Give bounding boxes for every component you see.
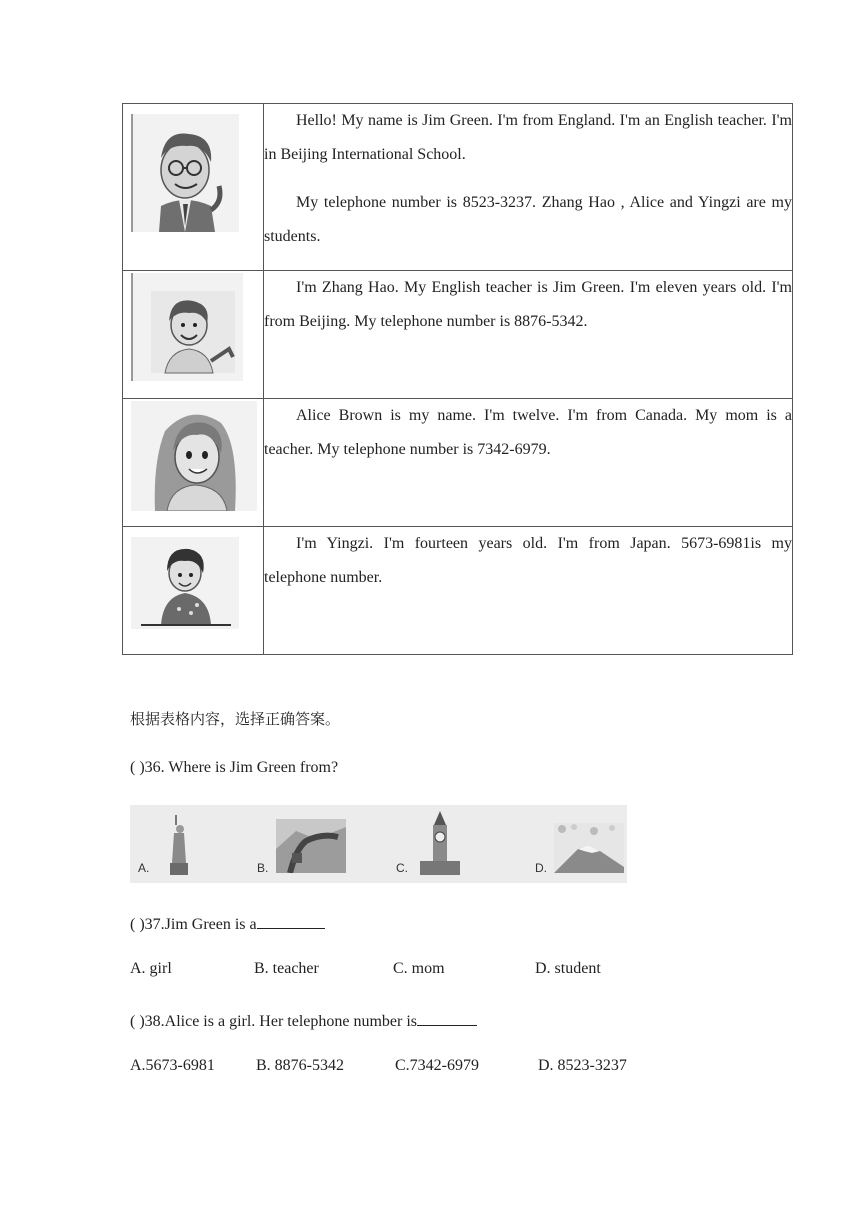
option-a: A. girl	[130, 960, 172, 977]
mount-fuji-icon	[554, 823, 624, 873]
answer-blank	[257, 912, 325, 929]
statue-of-liberty-icon	[166, 813, 190, 877]
great-wall-icon	[276, 819, 346, 873]
teacher-man-with-glasses-icon	[131, 114, 239, 232]
option-label: B.	[257, 861, 269, 875]
table-paragraph: Hello! My name is Jim Green. I'm from England. I'm an English teacher. I'm in Beijing International School.	[264, 112, 792, 163]
boy-waving-icon	[131, 273, 243, 381]
table-paragraph: I'm Yingzi. I'm fourteen years old. I'm from Japan. 5673-6981is my telephone number.	[264, 535, 792, 586]
answer-blank	[417, 1009, 477, 1026]
table-paragraph: Alice Brown is my name. I'm twelve. I'm from Canada. My mom is a teacher. My telephone number is 7342-6979.	[264, 407, 792, 458]
q36-picture-options	[130, 805, 627, 883]
option-b: B. 8876-5342	[256, 1057, 344, 1074]
option-c: C. mom	[393, 960, 445, 977]
table-paragraph: I'm Zhang Hao. My English teacher is Jim Green. I'm eleven years old. I'm from Beijing. My telephone number is 8876-5342.	[264, 279, 792, 330]
question-36: ( )36. Where is Jim Green from?	[130, 759, 339, 776]
girl-long-hair-icon	[131, 401, 257, 511]
instruction-text: 根据表格内容，选择正确答案。	[130, 710, 341, 728]
table-row	[123, 399, 793, 527]
option-d: D. student	[535, 960, 601, 977]
girl-short-hair-icon	[131, 537, 239, 629]
option-b: B. teacher	[254, 960, 319, 977]
question-37: ( )37.Jim Green is a	[130, 916, 257, 933]
option-label: D.	[535, 861, 547, 875]
table-paragraph: My telephone number is 8523-3237. Zhang Hao , Alice and Yingzi are my students.	[264, 194, 792, 245]
big-ben-icon	[420, 811, 460, 877]
question-38: ( )38.Alice is a girl. Her telephone number is	[130, 1013, 418, 1030]
option-d: D. 8523-3237	[538, 1057, 627, 1074]
option-label: C.	[396, 861, 408, 875]
table-row	[123, 104, 793, 271]
table-row	[123, 271, 793, 399]
option-label: A.	[138, 861, 150, 875]
option-c: C.7342-6979	[395, 1057, 479, 1074]
table-row	[123, 527, 793, 655]
reading-table	[122, 103, 793, 655]
option-a: A.5673-6981	[130, 1057, 215, 1074]
